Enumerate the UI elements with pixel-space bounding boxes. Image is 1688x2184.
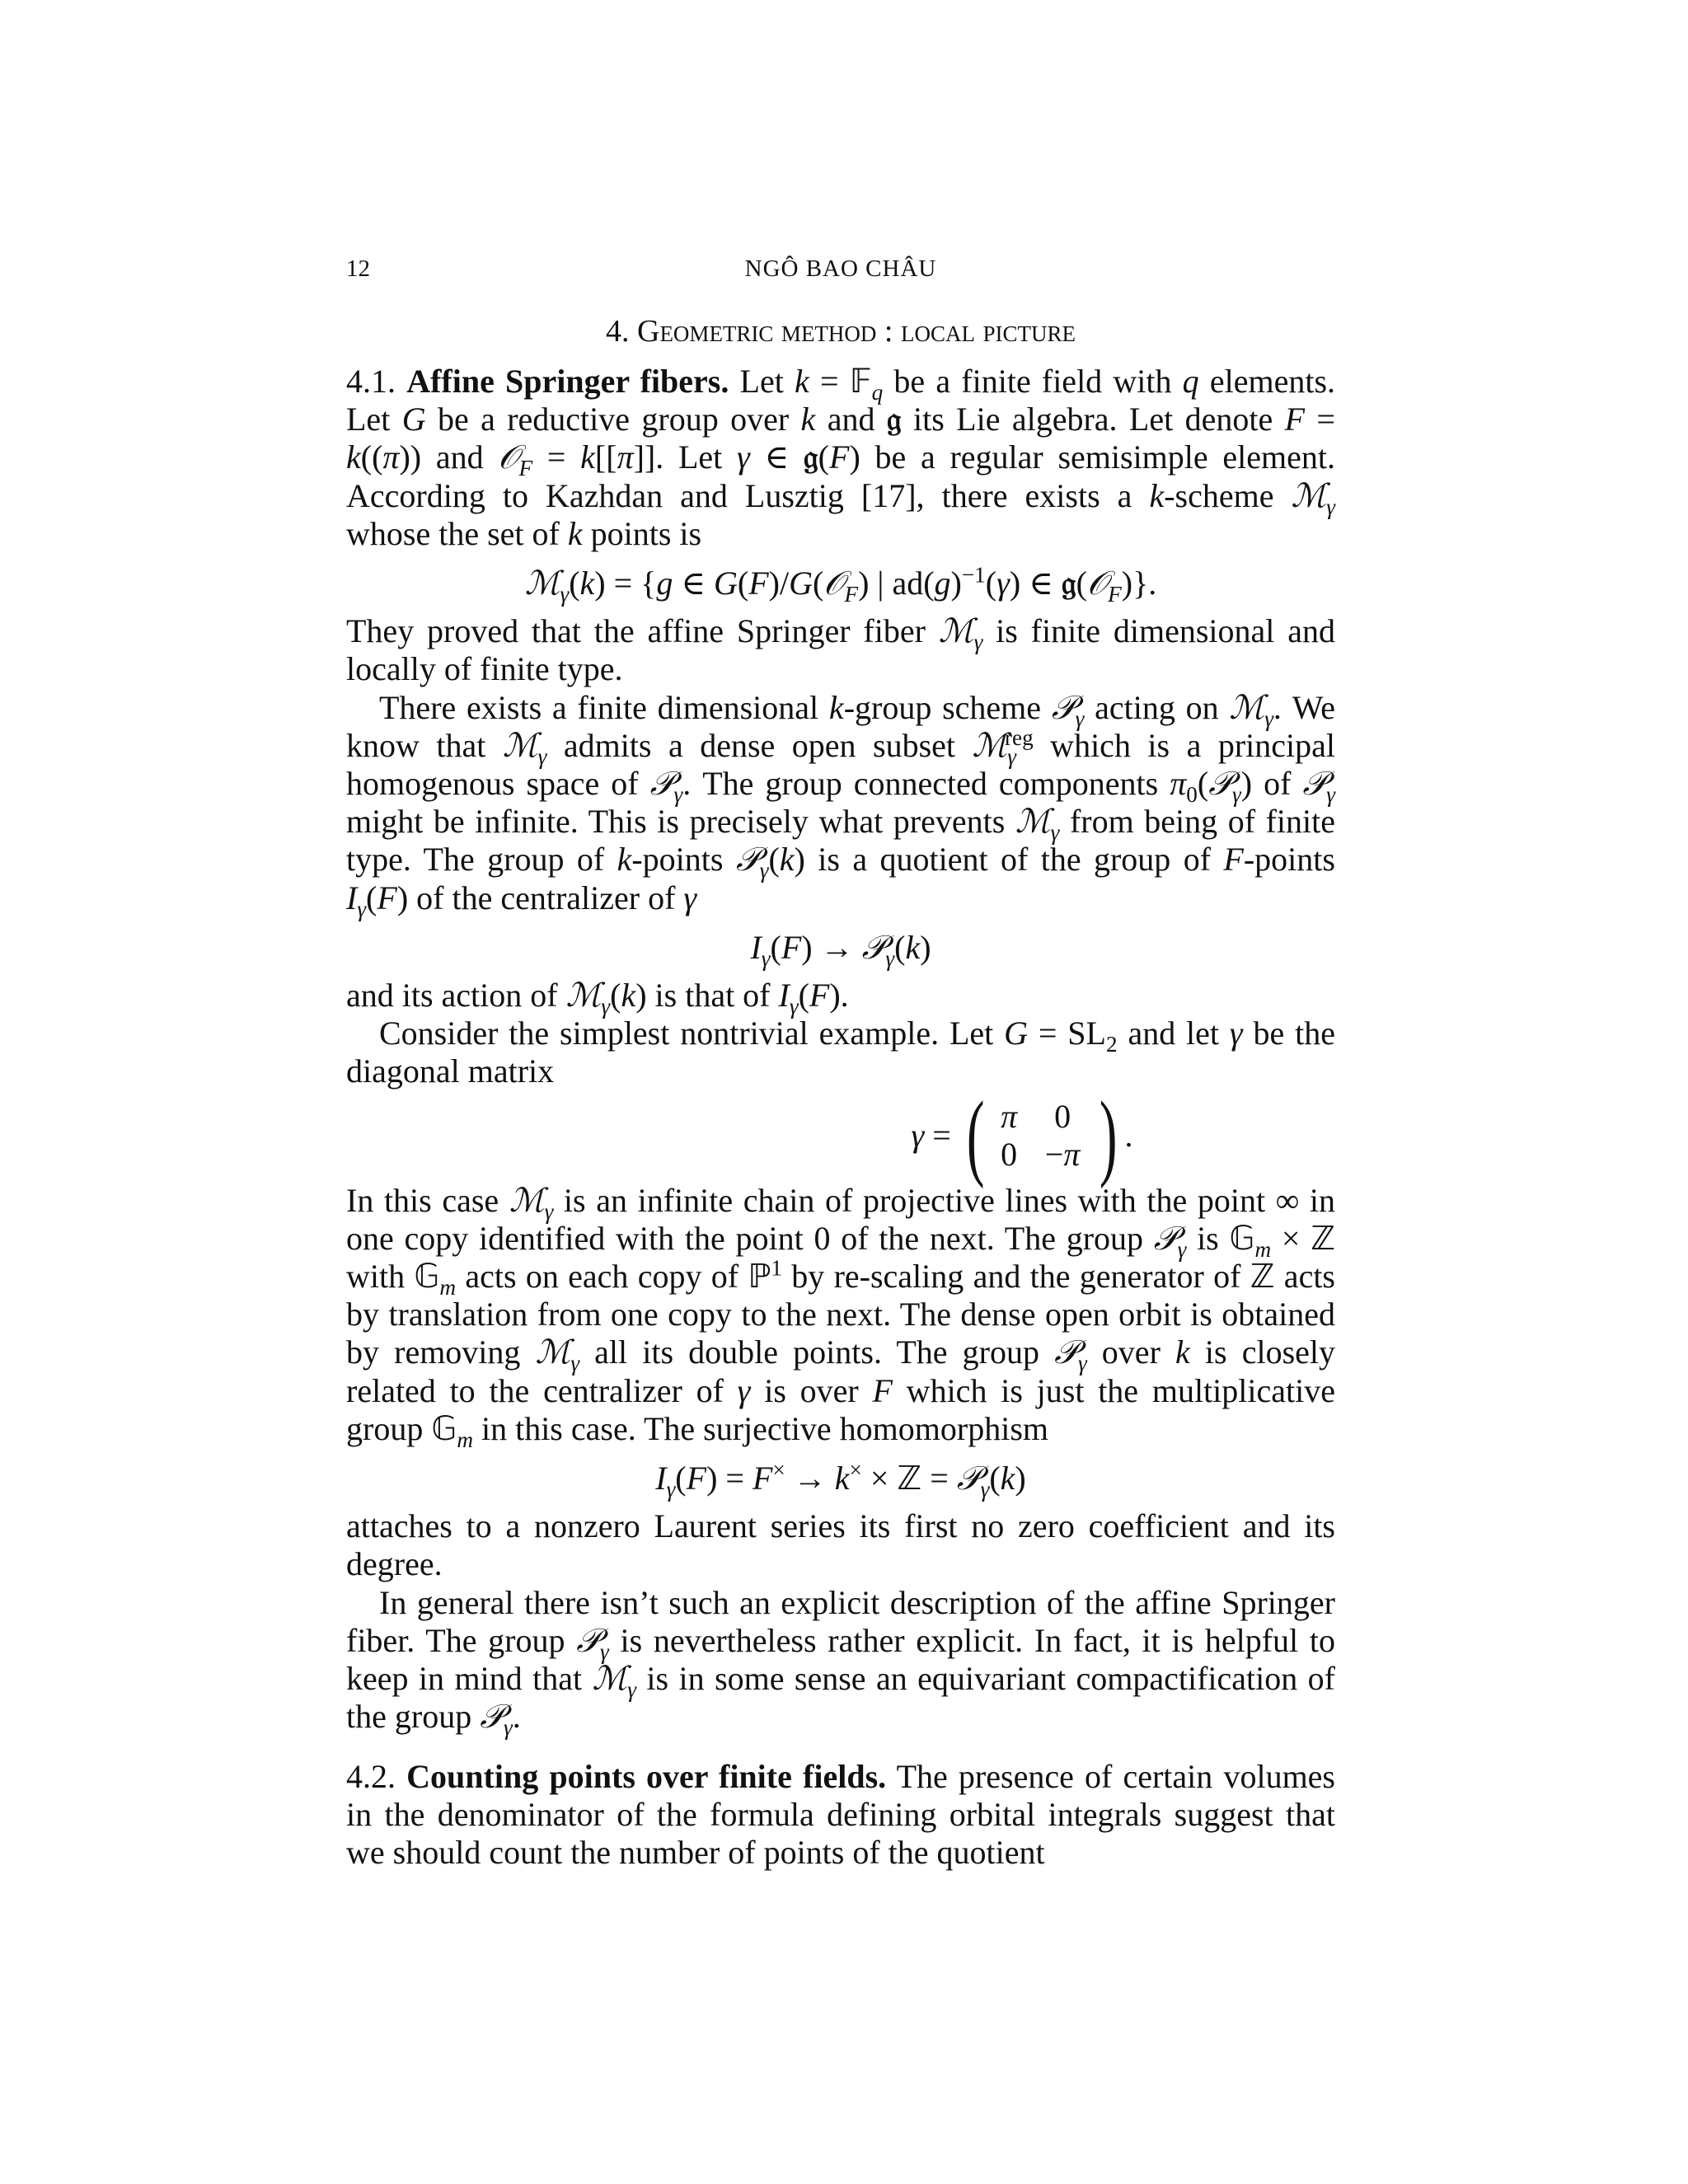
- running-head-author: NGÔ BAO CHÂU: [744, 255, 937, 282]
- paragraph-group-scheme: There exists a finite dimensional k-group scheme 𝒫$_\gamma$ acting on ℳ$_\gamma$. We know that ℳ$_\gamma$ admits a dense open subset ℳ$_\gamma^{reg}$ which is a principal homogenous space of 𝒫$_\gamma$. The group connected components $\pi_0(𝒫_\gamma)$ of 𝒫$_\gamma$ might be infinite. This is precisely what prevents ℳ$_\gamma$ from being of finite type. The group of k-points 𝒫$_\gamma$(k) is a quotient of the group of F-points $I_\gamma(F)$ of the centralizer of γ: [346, 688, 1336, 921]
- page-number: 12: [346, 255, 370, 282]
- subsection-title: Affine Springer fibers.: [406, 363, 729, 400]
- subsection-number: 4.2.: [346, 1757, 396, 1795]
- section-title: 4. Geometric method : local picture: [606, 314, 1076, 349]
- equation-centralizer-map: $I_\gamma(F)$ → 𝒫$_\gamma$(k): [750, 928, 931, 971]
- paragraph-text: The presence of certain volumes in the denominator of the formula defining orbital integrals suggest that we should count the number of points of the quotient: [346, 1757, 1335, 1871]
- subsection-title: Counting points over finite fields.: [406, 1757, 887, 1795]
- equation-surjective-homomorphism: $I_\gamma(F) = F^\times \to k^\times$ × ℤ = 𝒫$_\gamma$(k): [655, 1457, 1026, 1502]
- paper-body: [346, 312, 1335, 1872]
- paragraph-counting-points: [346, 1758, 1335, 1872]
- paragraph-laurent-series: attaches to a nonzero Laurent series its first no zero coefficient and its degree.: [346, 1507, 1335, 1583]
- equation-diagonal-matrix: γ = ( π 0 0 −π ) .: [911, 1080, 1133, 1189]
- paragraph-example: Consider the simplest nontrivial example. Let $G = SL_2$ and let γ be the diagonal matrix: [346, 1015, 1335, 1090]
- paragraph-projective-chain: In this case ℳ$_\gamma$ is an infinite chain of projective lines with the point ∞ in one copy identified with the point 0 of the next. The group 𝒫$_\gamma$ is 𝔾$_m$ × ℤ with 𝔾$_m$ acts on each copy of ℙ$^1$ by re-scaling and the generator of ℤ acts by translation from one copy to the next. The dense open orbit is obtained by removing ℳ$_\gamma$ all its double points. The group 𝒫$_\gamma$ over k is closely related to the centralizer of γ is over F which is just the multiplicative group 𝔾$_m$ in this case. The surjective homomorphism: [346, 1181, 1336, 1452]
- equation-springer-fiber: ℳ$_\gamma$(k) = {g ∈ G(F)/G(𝒪$_F$) | $ad(g)^{-1}(\gamma)$ ∈ 𝔤(𝒪$_F$)}.: [524, 562, 1157, 607]
- paragraph-general-case: In general there isn’t such an explicit description of the affine Springer fiber. The group 𝒫$_\gamma$ is nevertheless rather explicit. In fact, it is helpful to keep in mind that ℳ$_\gamma$ is in some sense an equivariant compactification of the group 𝒫$_\gamma$.: [346, 1583, 1336, 1741]
- paragraph-affine-springer: 4.1. Affine Springer fibers. Let k = 𝔽$_q$ be a finite field with q elements. Let G be a reductive group over k and 𝔤 its Lie algebra. Let denote F = k((π)) and 𝒪$_F$ = k[[π]]. Let γ ∈ 𝔤(F) be a regular semisimple element. According to Kazhdan and Lusztig [17], there exists a k-scheme ℳ$_\gamma$ whose the set of k points is: [346, 363, 1336, 552]
- running-head: [346, 255, 1335, 292]
- paragraph-action: and its action of ℳ$_\gamma$(k) is that of $I_\gamma(F)$.: [346, 977, 849, 1019]
- paragraph-finite-dimensional: They proved that the affine Springer fiber ℳ$_\gamma$ is finite dimensional and locally of finite type.: [346, 612, 1336, 688]
- subsection-number: 4.1.: [346, 363, 396, 400]
